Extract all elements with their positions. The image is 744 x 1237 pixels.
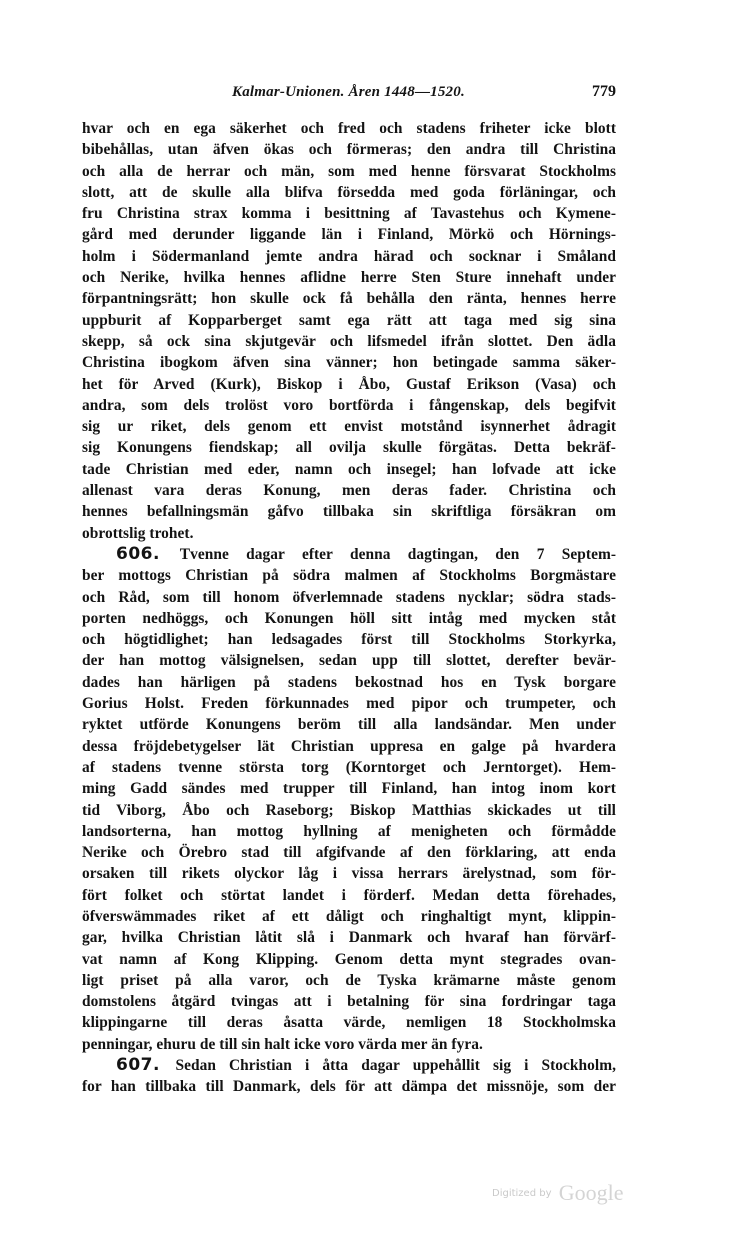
line-text: orsaken till rikets olyckor låg i vissa herrars ärelystnad, som för-	[82, 865, 616, 883]
line-text: och högtidlighet; han ledsagades först till Stockholms Storkyrka,	[82, 631, 616, 649]
section-number: 607.	[116, 1055, 176, 1076]
text-line	[82, 863, 616, 884]
text-line	[82, 118, 616, 139]
line-text: fru Christina strax komma i besittning af Tavastehus och Kymene-	[82, 205, 616, 223]
text-line	[82, 288, 616, 309]
line-text: fört folket och störtat landet i förderf. Medan detta förehades,	[82, 886, 616, 904]
text-line	[82, 395, 616, 416]
line-text: der han mottog välsignelsen, sedan upp till slottet, derefter bevär-	[82, 652, 616, 670]
text-line	[82, 693, 616, 714]
line-text: hvar och en ega säkerhet och fred och stadens friheter icke blott	[82, 120, 616, 137]
text-line	[82, 331, 616, 352]
text-line	[82, 161, 616, 182]
text-line	[82, 1076, 616, 1097]
text-line	[82, 565, 616, 586]
line-text: hennes befallningsmän gåfvo tillbaka sin skriftliga försäkran om	[82, 503, 616, 521]
line-text: skepp, så ock sina skjutgevär och lifsmedel ifrån slottet. Den ädla	[82, 332, 616, 350]
line-text: Nerike och Örebro stad till afgifvande af den förklaring, att enda	[82, 844, 616, 862]
line-text: af stadens tvenne största torg (Korntorget och Jerntorget). Hem-	[82, 758, 616, 776]
line-text: och Råd, som till honom öfverlemnade stadens nycklar; södra stads-	[82, 588, 616, 606]
text-line	[82, 267, 616, 288]
text-line	[82, 544, 616, 565]
text-line	[82, 352, 616, 373]
line-text: dessa fröjdebetygelser lät Christian uppresa en galge på hvardera	[82, 737, 616, 755]
text-line	[82, 139, 616, 160]
line-text: landsorterna, han mottog hyllning af menigheten och förmådde	[82, 822, 616, 840]
google-logo: Google	[558, 1180, 624, 1205]
text-line	[82, 480, 616, 501]
line-text: for han tillbaka till Danmark, dels för att dämpa det missnöje, som der	[82, 1078, 616, 1096]
text-line	[82, 885, 616, 906]
text-line	[82, 459, 616, 480]
line-text: dades han härligen på stadens bekostnad hos en Tysk borgare	[82, 673, 616, 691]
text-line	[82, 736, 616, 757]
text-line	[82, 310, 616, 331]
text-line	[82, 991, 616, 1012]
body-text	[82, 118, 616, 1098]
text-line	[82, 182, 616, 203]
line-text: bibehållas, utan äfven ökas och förmeras; den andra till Christina	[82, 141, 616, 159]
text-line	[82, 842, 616, 863]
line-text: Sedan Christian i åtta dagar uppehållit sig i Stockholm,	[175, 1057, 616, 1075]
watermark-prefix: Digitized by	[492, 1188, 552, 1199]
line-text: och alla de herrar och män, som med henne försvarat Stockholms	[82, 162, 616, 180]
line-text: Christina ibogkom äfven sina vänner; hon betingade samma säker-	[82, 354, 616, 372]
text-line	[82, 1055, 616, 1076]
line-text: Gorius Holst. Freden förkunnades med pipor och trumpeter, och	[82, 695, 616, 713]
line-text: öfverswämmades riket af ett dåligt och ringhaltigt mynt, klippin-	[82, 907, 616, 925]
line-text: ryktet utförde Konungens beröm till alla landsändar. Men under	[82, 716, 616, 734]
line-text: tid Viborg, Åbo och Raseborg; Biskop Matthias skickades ut till	[82, 801, 616, 819]
text-line	[82, 927, 616, 948]
text-line	[82, 437, 616, 458]
line-text: andra, som dels trolöst voro bortförda i fångenskap, dels begifvit	[82, 396, 616, 414]
text-line	[82, 714, 616, 735]
text-line	[82, 246, 616, 267]
text-line	[82, 778, 616, 799]
text-line	[82, 224, 616, 245]
line-text: slott, att de skulle alla blifva försedda med goda förläningar, och	[82, 183, 616, 201]
line-text: penningar, ehuru de till sin halt icke voro värda mer än fyra.	[82, 1035, 483, 1053]
line-text: holm i Södermanland jemte andra härad och socknar i Småland	[82, 247, 616, 265]
line-text: klippingarne till deras åsatta värde, nemligen 18 Stockholmska	[82, 1014, 616, 1032]
digitization-watermark	[492, 1182, 652, 1204]
line-text: ligt priset på alla varor, och de Tyska krämarne måste genom	[82, 971, 616, 989]
text-line	[82, 523, 616, 544]
text-line	[82, 672, 616, 693]
line-text: allenast vara deras Konung, men deras fader. Christina och	[82, 482, 616, 500]
line-text: förpantningsrätt; hon skulle ock få behålla den ränta, hennes herre	[82, 290, 616, 308]
text-line	[82, 949, 616, 970]
running-head	[82, 78, 616, 106]
text-line	[82, 650, 616, 671]
text-line	[82, 608, 616, 629]
text-line	[82, 416, 616, 437]
book-page	[82, 78, 616, 1098]
line-text: Tvenne dagar efter denna dagtingan, den 7 Septem-	[179, 545, 616, 563]
section-number: 606.	[116, 543, 180, 564]
page-number: 779	[592, 83, 616, 100]
text-line	[82, 757, 616, 778]
line-text: och Nerike, hvilka hennes aflidne herre Sten Sture innehaft under	[82, 269, 616, 287]
line-text: ber mottogs Christian på södra malmen af Stockholms Borgmästare	[82, 567, 616, 585]
text-line	[82, 1034, 616, 1055]
line-text: gård med derunder liggande län i Finland, Mörkö och Hörnings-	[82, 226, 616, 244]
line-text: domstolens åtgärd tvingas att i betalning för sina fordringar taga	[82, 993, 616, 1011]
text-line	[82, 970, 616, 991]
line-text: sig Konungens fiendskap; all ovilja skulle förgätas. Detta bekräf-	[82, 439, 616, 457]
text-line	[82, 501, 616, 522]
text-line	[82, 821, 616, 842]
line-text: gar, hvilka Christian låtit slå i Danmark och hvaraf han förvärf-	[82, 929, 616, 947]
line-text: het för Arved (Kurk), Biskop i Åbo, Gustaf Erikson (Vasa) och	[82, 375, 616, 393]
text-line	[82, 1012, 616, 1033]
text-line	[82, 587, 616, 608]
text-line	[82, 906, 616, 927]
line-text: uppburit af Kopparberget samt ega rätt att taga med sig sina	[82, 311, 616, 329]
text-line	[82, 374, 616, 395]
line-text: tade Christian med eder, namn och insegel; han lofvade att icke	[82, 460, 616, 478]
text-line	[82, 203, 616, 224]
line-text: obrottslig trohet.	[82, 524, 194, 542]
line-text: porten nedhöggs, och Konungen höll sitt intåg med mycken ståt	[82, 609, 616, 627]
line-text: vat namn af Kong Klipping. Genom detta mynt stegrades ovan-	[82, 950, 616, 968]
line-text: ming Gadd sändes med trupper till Finland, han intog inom kort	[82, 780, 616, 798]
running-title: Kalmar-Unionen. Åren 1448—1520.	[232, 84, 465, 100]
text-line	[82, 800, 616, 821]
text-line	[82, 629, 616, 650]
line-text: sig ur riket, dels genom ett envist motstånd isynnerhet ådragit	[82, 418, 616, 436]
